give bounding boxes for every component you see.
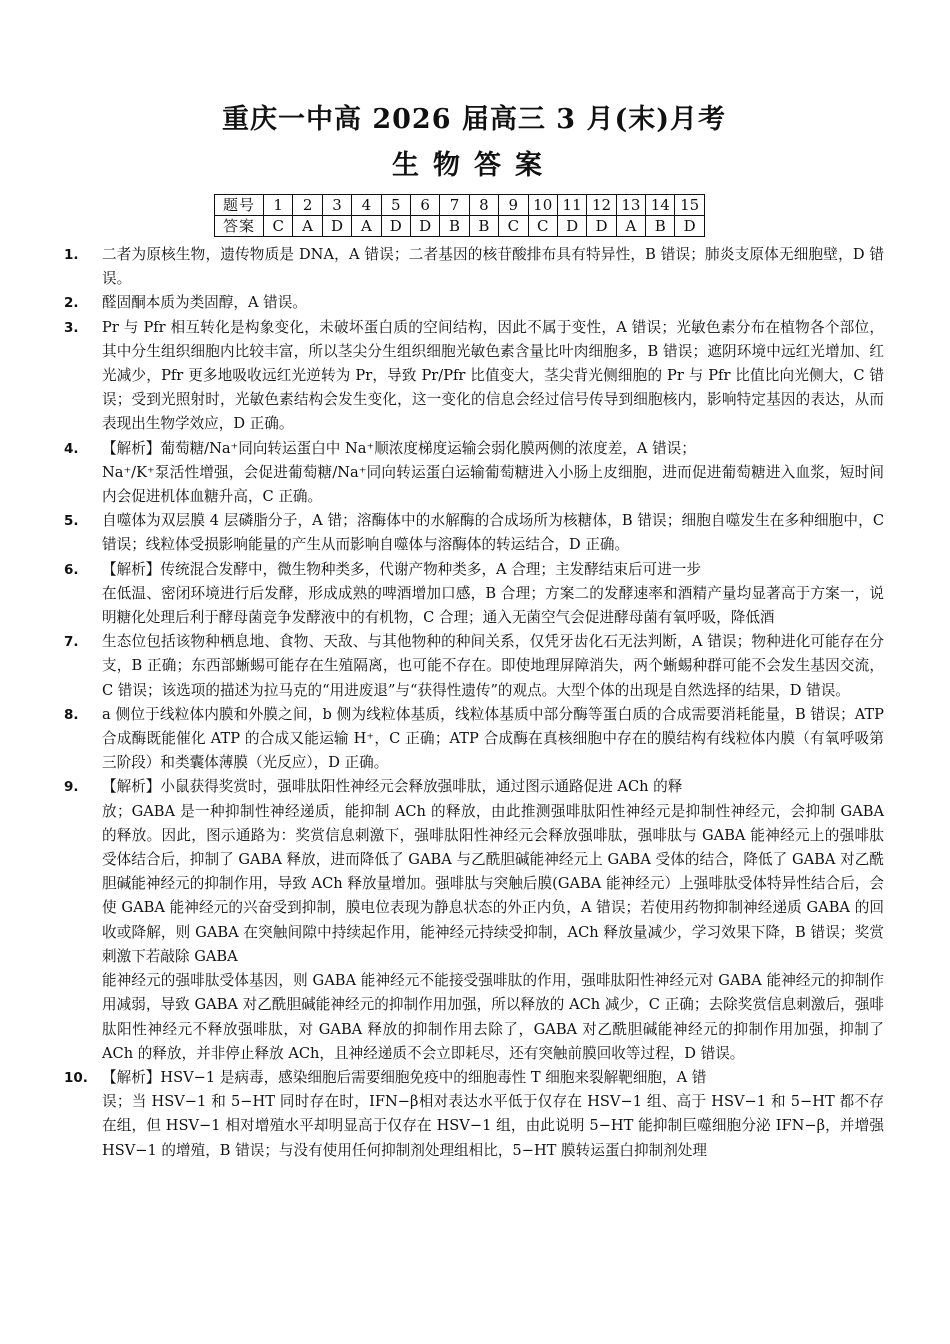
answer-cell: D	[410, 216, 439, 237]
question-number-cell: 10	[528, 195, 557, 216]
question-number-cell: 5	[381, 195, 410, 216]
question-explanation	[64, 1066, 884, 1163]
question-number: 5.	[64, 513, 79, 530]
question-number: 1.	[64, 247, 79, 263]
question-number-cell: 12	[587, 195, 616, 216]
explanation-text: 二者为原核生物，遗传物质是 DNA，A 错误；二者基因的核苷酸排布具有特异性，B 错误；肺炎支原体无细胞壁，D 错误。	[102, 246, 884, 288]
question-number-cell: 7	[440, 195, 469, 216]
answer-cell: C	[499, 216, 528, 237]
question-number-cell: 9	[499, 195, 528, 216]
question-number: 9.	[64, 779, 79, 796]
question-number: 2.	[64, 295, 79, 312]
answer-cell: A	[352, 216, 381, 237]
answer-cell: A	[616, 216, 645, 237]
explanation-text: 放；GABA 是一种抑制性神经递质，能抑制 ACh 的释放，由此推测强啡肽阳性神经元是抑制性神经元，会抑制 GABA 的释放。因此，图示通路为：奖赏信息刺激下，强啡肽阳性神经元会释放强啡肽，强啡肽与 GABA 能神经元上的强啡肽受体结合后，抑制了 GABA 释放，进而降低了 GABA 与乙酰胆碱能神经元上 GABA 受体的结合，降低了 GABA 对乙酰胆碱能神经元的抑制作用，导致 ACh 释放量增加。强啡肽与突触后膜(GABA 能神经元）上强啡肽受体特异性结合后，会使 GABA 能神经元的兴奋受到抑制，膜电位表现为静息状态的外正内负，A 错误；若使用药物抑制神经递质 GABA 的回收或降解，则 GABA 在突触间隙中持续起作用，能神经元持续受抑制，ACh 释放量减少，学习效果下降，B 错误；奖赏刺激下若敲除 GABA	[102, 802, 884, 965]
answer-table-number-row	[215, 195, 705, 216]
row-label-answers: 答案	[215, 216, 264, 237]
answer-cell: B	[646, 216, 675, 237]
explanation-text: 能神经元的强啡肽受体基因，则 GABA 能神经元不能接受强啡肽的作用，强啡肽阳性神经元对 GABA 能神经元的抑制作用减弱，导致 GABA 对乙酰胆碱能神经元的抑制作用加强，所以释放的 ACh 减少，C 正确；去除奖赏信息刺激后，强啡肽阳性神经元不释放强啡肽，对 GABA 释放的抑制作用去除了，GABA 对乙酰胆碱能神经元的抑制作用加强，抑制了 ACh 的释放，并非停止释放 ACh，且神经递质不会立即耗尽，还有突触前膜回收等过程，D 错误。	[102, 972, 884, 1062]
question-number-cell: 15	[675, 195, 704, 216]
explanation-text: 【解析】葡萄糖/Na⁺同向转运蛋白中 Na⁺顺浓度梯度运输会弱化膜两侧的浓度差，A 错误；	[102, 439, 696, 457]
question-number-cell: 1	[264, 195, 293, 216]
question-number: 10.	[64, 1069, 88, 1086]
page-subtitle: 生物答案	[392, 150, 556, 181]
answer-cell: D	[675, 216, 704, 237]
answer-cell: D	[381, 216, 410, 237]
explanation-text: 自噬体为双层膜 4 层磷脂分子，A 错；溶酶体中的水解酶的合成场所为核糖体，B 错误；细胞自噬发生在多种细胞中，C 错误；线粒体受损影响能量的产生从而影响自噬体与溶酶体的转运结合，D 正确。	[102, 512, 884, 554]
question-number-cell: 6	[410, 195, 439, 216]
question-explanation	[64, 243, 884, 291]
question-explanation	[64, 316, 884, 437]
explanation-text: 醛固酮本质为类固醇，A 错误。	[102, 294, 307, 312]
explanation-text: Pr 与 Pfr 相互转化是构象变化，未破坏蛋白质的空间结构，因此不属于变性，A 错误；光敏色素分布在植物各个部位，其中分生组织细胞内比较丰富，所以茎尖分生组织细胞光敏色素含量比叶肉细胞多，B 错误；遮阴环境中远红光增加、红光减少，Pfr 更多地吸收远红光逆转为 Pr，导致 Pr/Pfr 比值变大，茎尖背光侧细胞的 Pr 与 Pfr 比值比向光侧大，C 错误；受到光照射时，光敏色素结构会发生变化，这一变化的信息会经过信号传导到细胞核内，影响特定基因的表达，从而表现出生物学效应，D 正确。	[102, 318, 884, 433]
answer-cell: D	[557, 216, 586, 237]
question-explanation	[64, 775, 884, 1065]
question-number-cell: 14	[646, 195, 675, 216]
question-number-cell: 3	[322, 195, 351, 216]
answer-cell: C	[528, 216, 557, 237]
answer-cell: C	[264, 216, 293, 237]
question-explanation	[64, 437, 884, 510]
explanation-text: 【解析】传统混合发酵中，微生物种类多，代谢产物种类多，A 合理；主发酵结束后可进一步	[102, 560, 701, 578]
explanation-text: 误；当 HSV−1 和 5−HT 同时存在时，IFN−β相对表达水平低于仅存在 HSV−1 组、高于 HSV−1 和 5−HT 都不存在组，但 HSV−1 相对增殖水平却明显高于仅存在 HSV−1 组，由此说明 5−HT 能抑制巨噬细胞分泌 IFN−β，并增强 HSV−1 的增殖，B 错误；与没有使用任何抑制剂处理组相比，5−HT 膜转运蛋白抑制剂处理	[102, 1093, 884, 1159]
explanation-text: 在低温、密闭环境进行后发酵，形成成熟的啤酒增加口感，B 合理；方案二的发酵速率和酒精产量均显著高于方案一，说明糖化处理后利于酵母菌竞争发酵液中的有机物，C 合理；通入无菌空气会促进酵母菌有氧呼吸，降低酒	[102, 584, 884, 627]
answer-cell: D	[587, 216, 616, 237]
question-number-cell: 11	[557, 195, 586, 216]
explanation-text: Na⁺/K⁺泵活性增强，会促进葡萄糖/Na⁺同向转运蛋白运输葡萄糖进入小肠上皮细胞，进而促进葡萄糖进入血浆，短时间内会促进机体血糖升高，C 正确。	[102, 463, 884, 506]
question-explanation	[64, 703, 884, 776]
answer-cell: B	[469, 216, 498, 237]
answer-cell: A	[293, 216, 322, 237]
question-number-cell: 13	[616, 195, 645, 216]
question-number: 8.	[64, 706, 79, 723]
page-title: 重庆一中高 2026 届高三 3 月(末)月考	[221, 104, 727, 135]
row-label-numbers: 题号	[215, 195, 264, 216]
answer-table	[214, 194, 705, 237]
question-number: 7.	[64, 634, 79, 651]
explanation-text: a 侧位于线粒体内膜和外膜之间，b 侧为线粒体基质，线粒体基质中部分酶等蛋白质的合成需要消耗能量，B 错误；ATP 合成酶既能催化 ATP 的合成又能运输 H⁺，C 正确；ATP 合成酶在真核细胞中存在的膜结构有线粒体内膜（有氧呼吸第三阶段）和类囊体薄膜（光反应），D 正确。	[102, 705, 884, 772]
question-number: 4.	[64, 440, 79, 457]
question-explanation	[64, 509, 884, 557]
question-number-cell: 8	[469, 195, 498, 216]
question-explanation	[64, 630, 884, 703]
answer-cell: D	[322, 216, 351, 237]
question-number-cell: 2	[293, 195, 322, 216]
explanation-text: 生态位包括该物种栖息地、食物、天敌、与其他物种的种间关系，仅凭牙齿化石无法判断，A 错误；物种进化可能存在分支，B 正确；东西部蜥蜴可能存在生殖隔离，也可能不存在。即使地理屏障消失，两个蜥蜴种群可能不会发生基因交流，C 错误；该选项的描述为拉马克的“用进废退”与“获得性遗传”的观点。大型个体的出现是自然选择的结果，D 错误。	[102, 633, 884, 699]
answer-table-answer-row	[215, 216, 705, 237]
answer-cell: B	[440, 216, 469, 237]
explanation-text: 【解析】HSV−1 是病毒，感染细胞后需要细胞免疫中的细胞毒性 T 细胞来裂解靶细胞，A 错	[102, 1068, 707, 1086]
question-explanation	[64, 291, 884, 315]
explanation-text: 【解析】小鼠获得奖赏时，强啡肽阳性神经元会释放强啡肽，通过图示通路促进 ACh 的释	[102, 778, 683, 796]
question-explanation	[64, 558, 884, 631]
question-number: 6.	[64, 561, 79, 578]
question-number-cell: 4	[352, 195, 381, 216]
question-explanations	[64, 243, 884, 1163]
question-number: 3.	[64, 319, 79, 336]
